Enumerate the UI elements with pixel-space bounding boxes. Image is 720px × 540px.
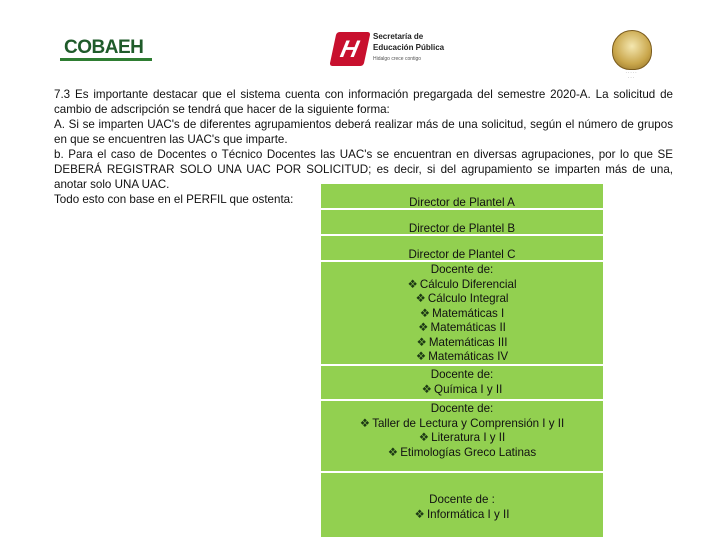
sep-logo-line3: Hidalgo crece contigo: [373, 56, 422, 62]
list-item: [321, 278, 603, 293]
list-item-label: Matemáticas III: [428, 335, 508, 349]
bullet-icon: ❖: [418, 431, 430, 444]
cobaeh-logo-text: COBAEH: [64, 37, 144, 58]
list-item-label: Matemáticas IV: [428, 350, 509, 363]
bullet-icon: ❖: [415, 292, 426, 305]
paragraph-b: b. Para el caso de Docentes o Técnico Docentes las UAC's se encuentran en diversas agrupaciones, por lo que SE DEBERÁ REGISTRAR SOLO UNA UAC POR SOLICITUD; es decir, si del agrupamiento se imparten más de una, anotar solo UNA UAC.: [54, 148, 673, 191]
table-row-docente-informatica: [320, 472, 604, 538]
bullet-icon: ❖: [415, 350, 427, 363]
sep-logo-line1: Secretaría de: [373, 32, 424, 41]
bullet-icon: ❖: [416, 335, 427, 349]
director-a-label: Director de Plantel A: [409, 196, 515, 209]
cobaeh-logo: [60, 37, 152, 61]
cobaeh-logo-band: [60, 58, 152, 61]
list-item-label: Matemáticas I: [432, 306, 505, 320]
list-item: [321, 417, 603, 432]
sep-logo-line2: Educación Pública: [373, 43, 445, 52]
paragraph-intro: 7.3 Es importante destacar que el sistema cuenta con información pregargada del semestre 2020-A. La solicitud de cambio de adscripción se tendrá que hacer de la siguiente forma:: [54, 88, 673, 116]
state-seal-logo: [605, 30, 657, 82]
docente-quim-header: Docente de:: [430, 368, 494, 381]
bullet-icon: ❖: [387, 445, 399, 459]
seal-caption-icon: · · · · · · · ·: [625, 70, 637, 80]
list-item-label: Literatura I y II: [431, 431, 506, 444]
list-item: [321, 431, 603, 446]
list-item: [321, 292, 603, 307]
bullet-icon: ❖: [359, 416, 371, 430]
bullet-icon: ❖: [421, 382, 433, 396]
sep-logo: [333, 32, 453, 66]
bullet-icon: ❖: [419, 306, 431, 320]
docente-mat-header: Docente de:: [430, 263, 494, 276]
table-row-docente-matematicas: [320, 261, 604, 365]
list-item: [321, 321, 603, 336]
table-row-director-a: [320, 183, 604, 209]
list-item-label: Matemáticas II: [430, 321, 506, 334]
bullet-icon: ❖: [418, 321, 429, 334]
paragraph-profile: Todo esto con base en el PERFIL que ostenta:: [54, 193, 294, 206]
list-item: [321, 307, 603, 322]
list-item: [321, 336, 603, 351]
docente-inf-header: Docente de :: [429, 493, 495, 506]
table-row-director-c: [320, 235, 604, 261]
list-item-label: Etimologías Greco Latinas: [400, 445, 537, 459]
list-item-label: Taller de Lectura y Comprensión I y II: [372, 416, 565, 430]
director-c-label: Director de Plantel C: [408, 248, 516, 261]
list-item: [321, 508, 603, 523]
table-row-director-b: [320, 209, 604, 235]
list-item: [321, 383, 603, 398]
sep-h-icon: H: [329, 32, 370, 66]
list-item-label: Cálculo Integral: [427, 292, 509, 305]
list-item-label: Química I y II: [434, 382, 503, 396]
table-row-docente-quimica: [320, 365, 604, 400]
paragraph-a: A. Si se imparten UAC's de diferentes agrupamientos deberá realizar más de una solicitud, según el número de grupos en que se encuentren las UAC's que imparte.: [54, 118, 673, 146]
list-item: [321, 446, 603, 461]
docente-lect-header: Docente de:: [430, 402, 494, 415]
list-item-label: Informática I y II: [426, 507, 510, 521]
director-b-label: Director de Plantel B: [408, 222, 516, 235]
list-item: [321, 350, 603, 365]
bullet-icon: ❖: [407, 277, 418, 291]
list-item-label: Cálculo Diferencial: [419, 277, 517, 291]
bullet-icon: ❖: [414, 507, 425, 521]
coat-of-arms-icon: [612, 30, 652, 70]
table-row-docente-lectura: [320, 400, 604, 472]
